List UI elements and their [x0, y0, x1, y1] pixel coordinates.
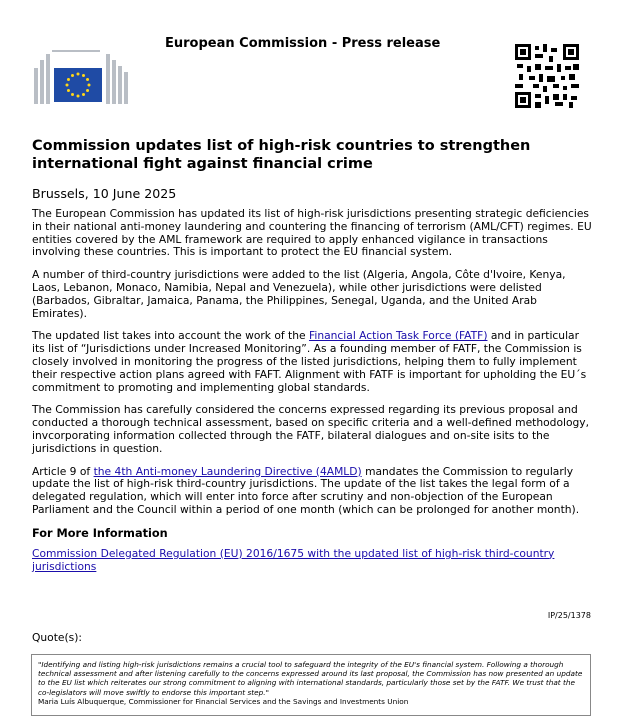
paragraph-1: The European Commission has updated its list of high-risk jurisdictions presenting strategic deficiencies in their national anti-money laundering and countering the financing of terrorism (AML/CFT) regimes. EU entities covered by the AML framework are required to apply enhanced vigilance in transactions involving these countries. This is important to protect the EU financial system.	[32, 207, 592, 259]
quote-attribution: Maria Luís Albuquerque, Commissioner for Financial Services and the Savings and Investments Union	[38, 696, 409, 706]
paragraph-3	[32, 330, 592, 394]
paragraph-2: A number of third-country jurisdictions were added to the list (Algeria, Angola, Côte d'Ivoire, Kenya, Laos, Lebanon, Monaco, Namibia, Nepal and Venezuela), while other jurisdictions were delisted (Barbados, Gibraltar, Jamaica, Panama, the Philippines, Senegal, Uganda, and the United Arab Emirates).	[32, 268, 566, 320]
paragraph-5	[32, 466, 592, 517]
quote-text: "Identifying and listing high-risk jurisdictions remains a crucial tool to safeguard the integrity of the EU's financial system. Following a thorough technical assessment and after listening carefully to the concerns expressed around its last proposal, the Commission has now presented an update to the EU list which reiterates our strong commitment to aligning with international standards, particularly those set by the FATF. We trust that the co-legislators will move swiftly to endorse this important step."	[38, 660, 583, 697]
paragraph-3-text-b: and in particular its list of “Jurisdictions under Increased Monitoring”. As a founding member of FATF, the Commission is closely involved in monitoring the progress of the listed jurisdictions, helping them to fully implement their respective action plans agreed with FAFT. Alignment with FATF is important for upholding the EU´s commitment to promoting and implementing global standards.	[32, 329, 587, 394]
more-info-item	[32, 548, 592, 574]
delegated-regulation-link[interactable]: Commission Delegated Regulation (EU) 2016/1675 with the updated list of high-risk third-country jurisdictions	[32, 546, 555, 573]
eu-star-icon	[71, 93, 74, 96]
eu-star-icon	[82, 93, 85, 96]
eu-star-icon	[67, 78, 70, 81]
fatf-link[interactable]: Financial Action Task Force (FATF)	[308, 329, 488, 343]
eu-star-icon	[67, 89, 70, 92]
eu-star-icon	[71, 74, 74, 77]
more-info-heading: For More Information	[32, 526, 168, 540]
reference-number: IP/25/1378	[547, 611, 591, 620]
european-commission-logo	[32, 46, 132, 106]
paragraph-3-text-a: The updated list takes into account the work of the	[32, 329, 309, 343]
eu-star-icon	[86, 78, 89, 81]
4amld-link[interactable]: the 4th Anti-money Laundering Directive (4AMLD)	[93, 464, 362, 478]
press-release-body	[32, 137, 592, 573]
dateline: Brussels, 10 June 2025	[32, 186, 177, 201]
headline: Commission updates list of high-risk countries to strengthen international fight against financial crime	[32, 138, 531, 172]
eu-star-icon	[77, 73, 80, 76]
paragraph-5-text-b: mandates the Commission to regularly update the list of high-risk third-country jurisdictions. The update of the list takes the legal form of a delegated regulation, which will enter into force after scrutiny and non-objection of the European Parliament and the Council within a period of one month (which can be prolonged for another month).	[32, 464, 580, 516]
press-release-header: European Commission - Press release	[165, 36, 441, 51]
quote-box	[31, 654, 591, 716]
eu-star-icon	[88, 84, 91, 87]
paragraph-4: The Commission has carefully considered the concerns expressed regarding its previous proposal and conducted a thorough technical assessment, based on specific criteria and a well-defined methodology, invcorporating information collected through the FATF, bilateral dialogues and on-site isits to the jurisdictions in question.	[32, 403, 590, 455]
eu-star-icon	[82, 74, 85, 77]
qr-code	[515, 44, 579, 108]
eu-star-icon	[86, 89, 89, 92]
eu-star-icon	[77, 95, 80, 98]
quotes-label: Quote(s):	[32, 631, 82, 644]
eu-star-icon	[66, 84, 69, 87]
paragraph-5-text-a: Article 9 of	[32, 464, 94, 478]
